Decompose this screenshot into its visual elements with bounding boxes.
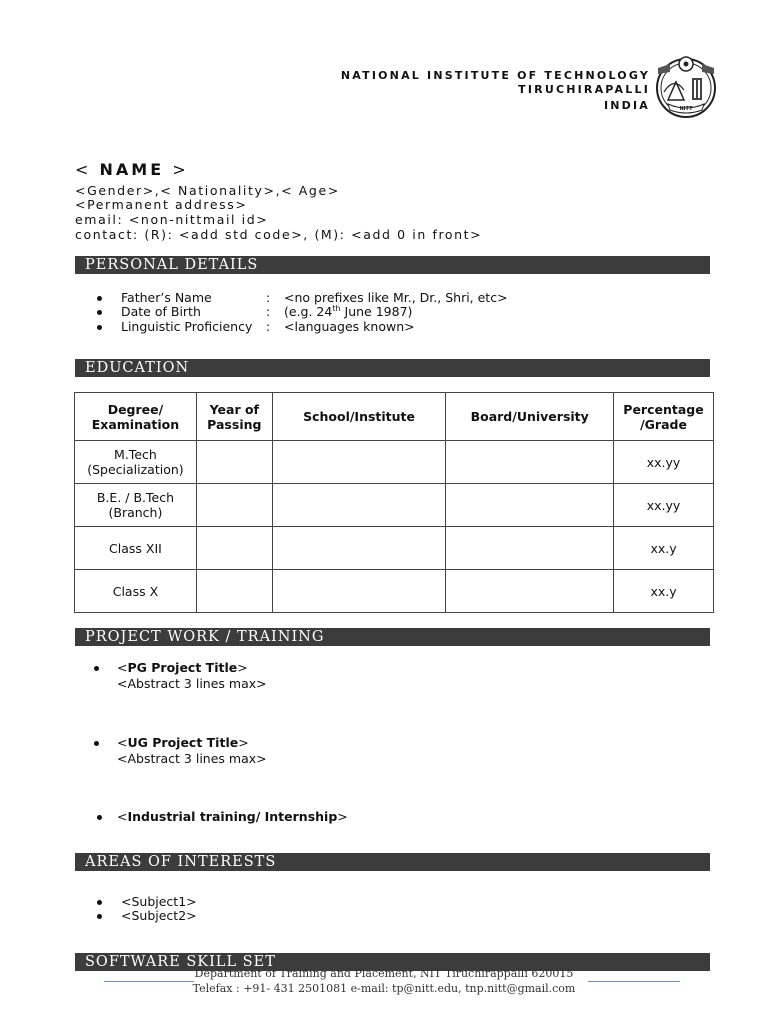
year-cell bbox=[196, 527, 272, 570]
grade-cell: xx.yy bbox=[614, 484, 714, 527]
board-cell bbox=[446, 441, 614, 484]
grade-cell: xx.yy bbox=[614, 441, 714, 484]
board-cell bbox=[446, 527, 614, 570]
table-row bbox=[75, 441, 714, 484]
column-header-degree: Degree/ Examination bbox=[75, 393, 197, 441]
personal-colon: : bbox=[266, 304, 271, 319]
grade-cell: xx.y bbox=[614, 527, 714, 570]
project-abstract: <Abstract 3 lines max> bbox=[117, 751, 267, 766]
list-item bbox=[0, 660, 768, 700]
footer-department: Department of Training and Placement, NIT Tiruchirappalli 620015 bbox=[194, 967, 574, 980]
project-title: <UG Project Title> bbox=[117, 735, 249, 750]
bullet-icon bbox=[94, 741, 99, 746]
institute-country: INDIA bbox=[603, 99, 650, 112]
candidate-email: email: <non-nittmail id> bbox=[75, 212, 269, 227]
list-item bbox=[0, 894, 768, 909]
section-areas-of-interests: AREAS OF INTERESTS bbox=[75, 853, 710, 871]
personal-label: Father’s Name bbox=[121, 290, 212, 305]
school-cell bbox=[272, 441, 446, 484]
project-abstract: <Abstract 3 lines max> bbox=[117, 676, 267, 691]
bullet-icon bbox=[97, 296, 102, 301]
degree-cell: M.Tech (Specialization) bbox=[75, 441, 197, 484]
candidate-contact: contact: (R): <add std code>, (M): <add 0 in front> bbox=[75, 227, 483, 242]
grade-cell: xx.y bbox=[614, 570, 714, 613]
school-cell bbox=[272, 527, 446, 570]
bullet-icon bbox=[94, 666, 99, 671]
project-title: <Industrial training/ Internship> bbox=[117, 809, 348, 824]
personal-value: <languages known> bbox=[284, 319, 415, 334]
candidate-name: < NAME > bbox=[75, 160, 189, 179]
table-row bbox=[75, 570, 714, 613]
school-cell bbox=[272, 484, 446, 527]
year-cell bbox=[196, 570, 272, 613]
degree-cell: Class XII bbox=[75, 527, 197, 570]
column-header-year: Year of Passing bbox=[196, 393, 272, 441]
personal-value: (e.g. 24th June 1987) bbox=[284, 304, 413, 320]
section-education: EDUCATION bbox=[75, 359, 710, 377]
personal-colon: : bbox=[266, 290, 271, 305]
bullet-icon bbox=[97, 900, 102, 905]
personal-colon: : bbox=[266, 319, 271, 334]
table-row bbox=[75, 484, 714, 527]
table-header-row bbox=[75, 393, 714, 441]
logo-text: NITT bbox=[679, 106, 693, 112]
school-cell bbox=[272, 570, 446, 613]
interest-item: <Subject1> bbox=[121, 894, 197, 909]
list-item bbox=[0, 304, 768, 319]
list-item bbox=[0, 908, 768, 923]
project-title: <PG Project Title> bbox=[117, 660, 248, 675]
institute-city: TIRUCHIRAPALLI bbox=[518, 83, 650, 96]
section-project-work: PROJECT WORK / TRAINING bbox=[75, 628, 710, 646]
education-table bbox=[74, 392, 714, 613]
list-item bbox=[0, 319, 768, 334]
candidate-address: <Permanent address> bbox=[75, 197, 248, 212]
personal-value: <no prefixes like Mr., Dr., Shri, etc> bbox=[284, 290, 508, 305]
bullet-icon bbox=[97, 914, 102, 919]
bullet-icon bbox=[97, 325, 102, 330]
institute-name: NATIONAL INSTITUTE OF TECHNOLOGY bbox=[340, 69, 650, 82]
footer-contact: Telefax : +91- 431 2501081 e-mail: tp@nitt.edu, tnp.nitt@gmail.com bbox=[192, 982, 576, 995]
bullet-icon bbox=[97, 310, 102, 315]
board-cell bbox=[446, 570, 614, 613]
candidate-gender-line: <Gender>,< Nationality>,< Age> bbox=[75, 183, 340, 198]
table-row bbox=[75, 527, 714, 570]
year-cell bbox=[196, 484, 272, 527]
personal-details-list bbox=[0, 290, 768, 340]
list-item bbox=[0, 809, 768, 829]
institute-logo bbox=[654, 52, 718, 120]
interest-item: <Subject2> bbox=[121, 908, 197, 923]
column-header-grade: Percentage /Grade bbox=[614, 393, 714, 441]
section-software-skill-set: SOFTWARE SKILL SET bbox=[75, 953, 710, 971]
year-cell bbox=[196, 441, 272, 484]
personal-label: Linguistic Proficiency bbox=[121, 319, 253, 334]
degree-cell: Class X bbox=[75, 570, 197, 613]
section-personal-details: PERSONAL DETAILS bbox=[75, 256, 710, 274]
list-item bbox=[0, 735, 768, 775]
column-header-school: School/Institute bbox=[272, 393, 446, 441]
list-item bbox=[0, 290, 768, 305]
bullet-icon bbox=[97, 815, 102, 820]
column-header-board: Board/University bbox=[446, 393, 614, 441]
board-cell bbox=[446, 484, 614, 527]
personal-label: Date of Birth bbox=[121, 304, 201, 319]
degree-cell: B.E. / B.Tech (Branch) bbox=[75, 484, 197, 527]
